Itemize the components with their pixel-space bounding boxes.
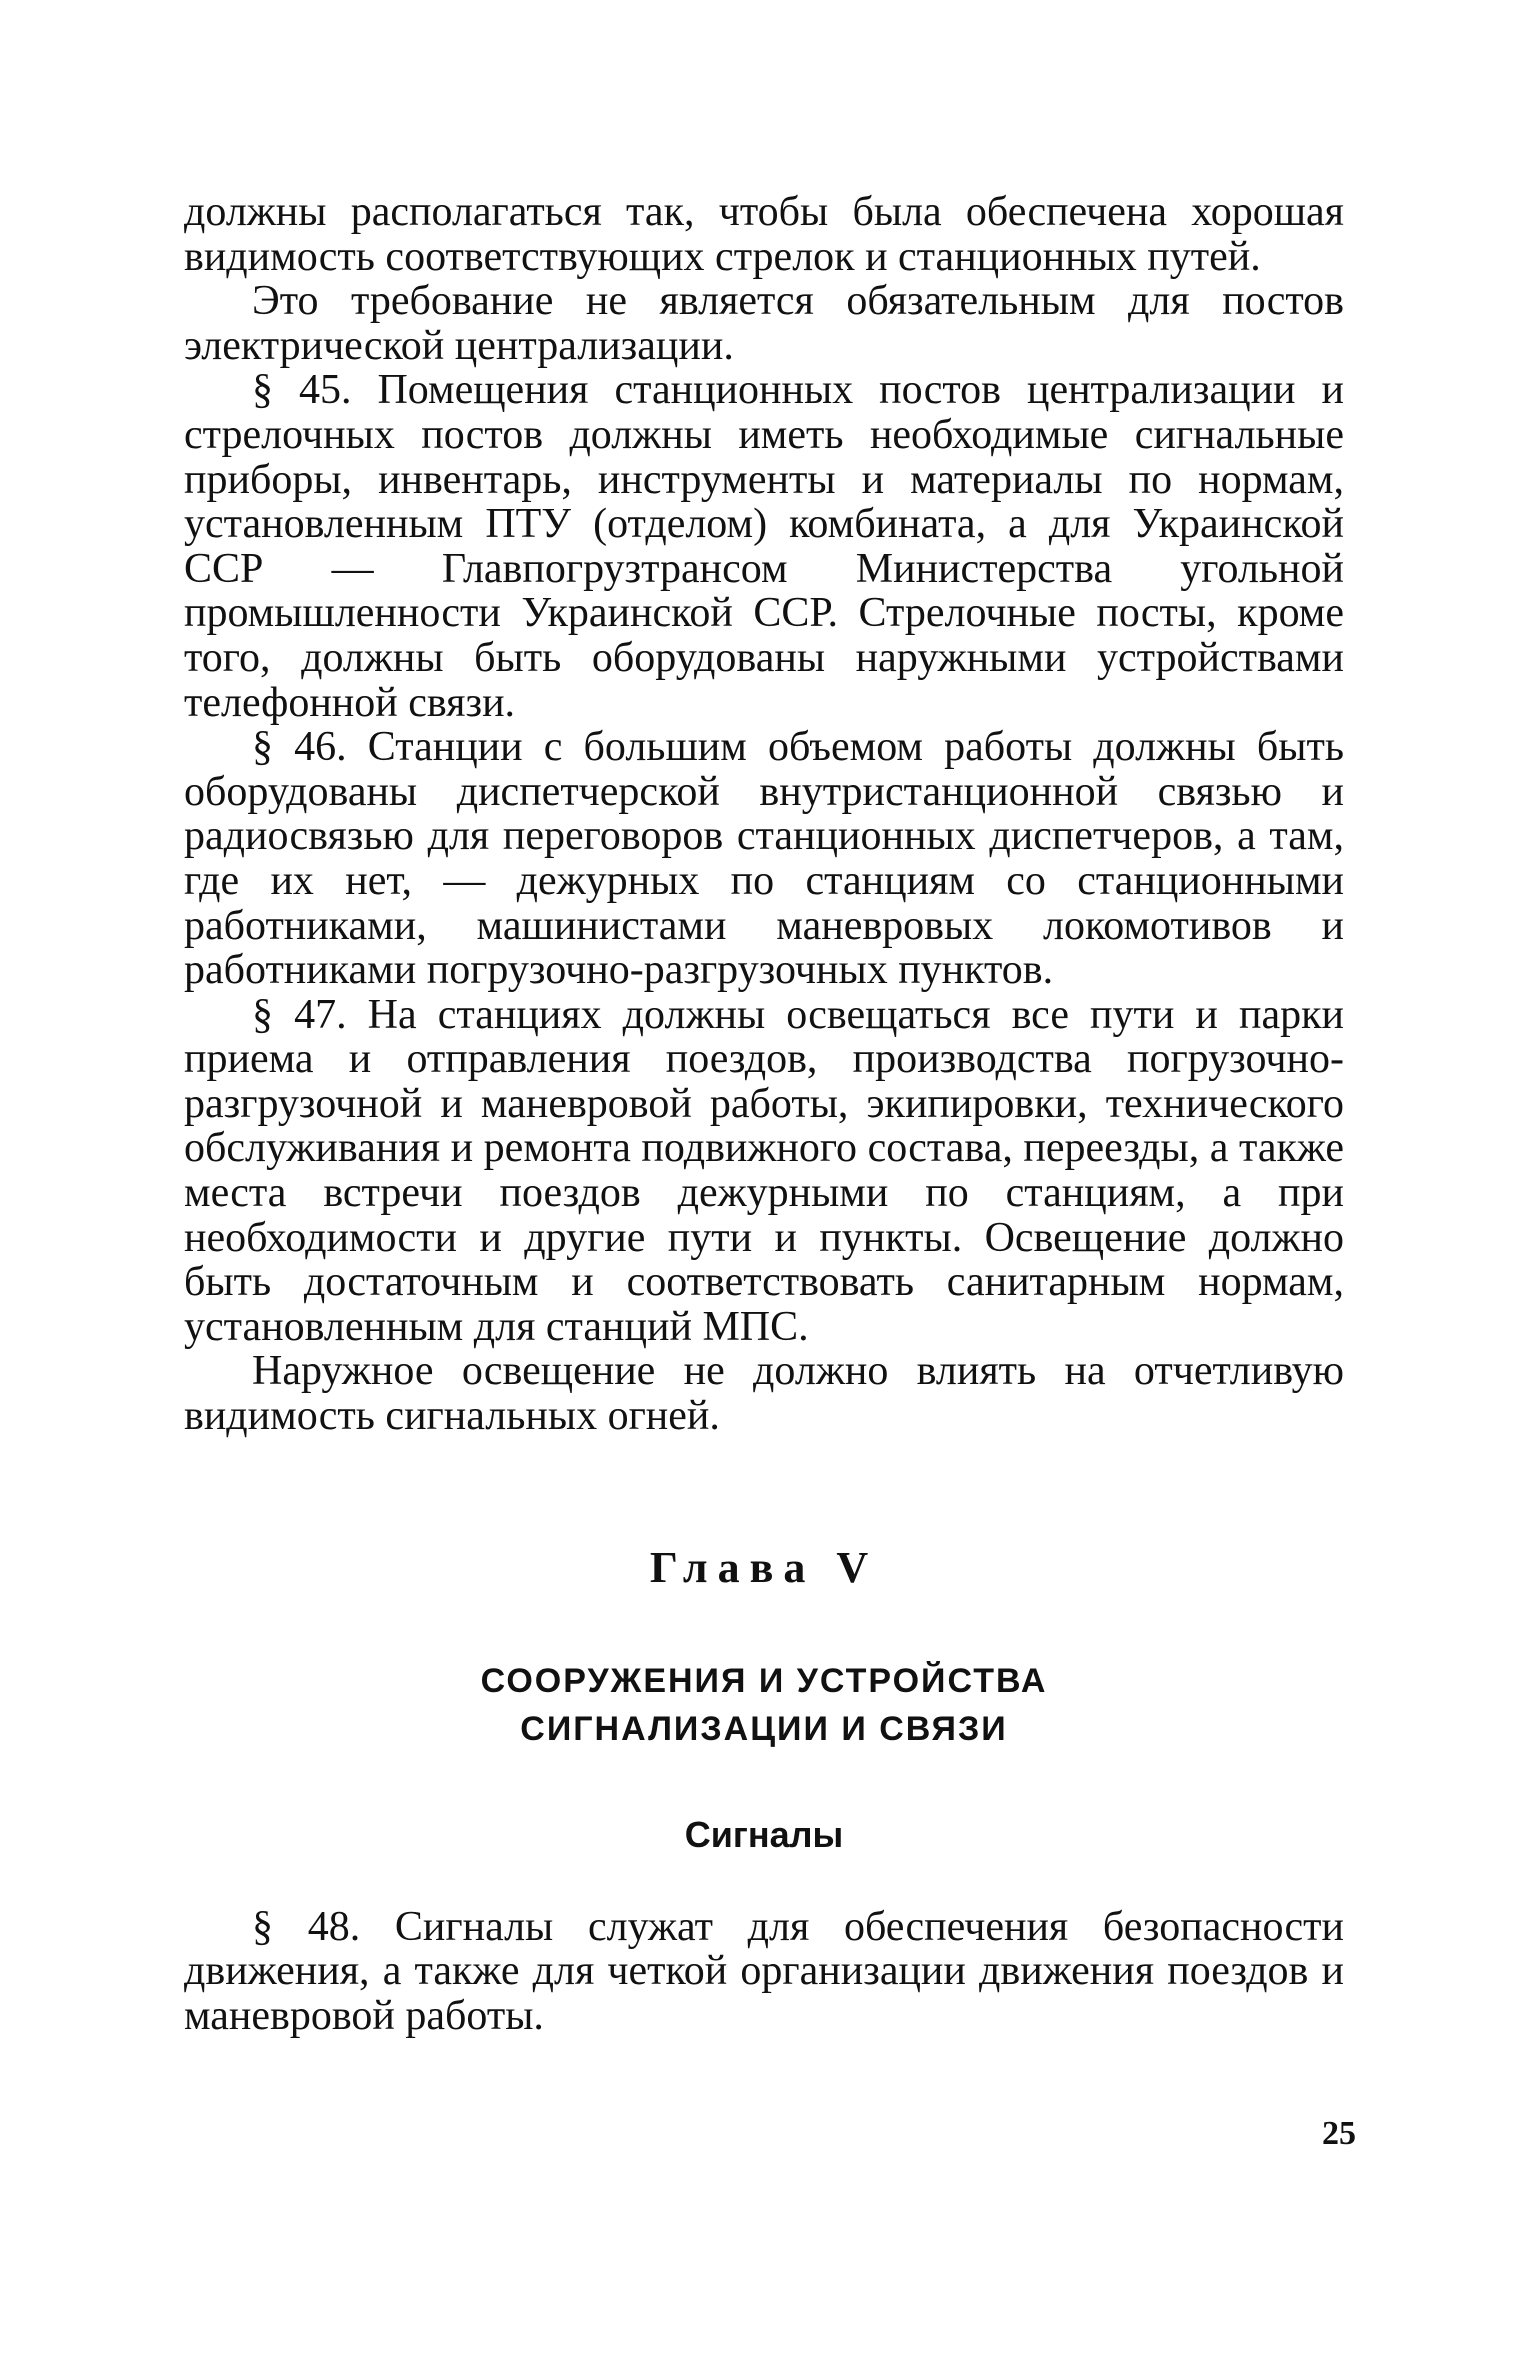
paragraph-section-47: § 47. На станциях должны освещаться все пути и парки приема и отправления поездов, производства погрузочно-разгрузочной и маневровой работы, экипировки, технического обслуживания и ремонта подвижного состава, переезды, а также места встречи поездов дежурными по станциям, а при необходимости и другие пути и пункты. Освещение должно быть достаточным и соответствовать санитарным нормам, установленным для станций МПС. — [184, 991, 1344, 1350]
chapter-title-line-1: СООРУЖЕНИЯ И УСТРОЙСТВА — [480, 1661, 1048, 1700]
chapter-title — [184, 1657, 1344, 1753]
chapter-title-line-2: СИГНАЛИЗАЦИИ И СВЯЗИ — [520, 1709, 1008, 1748]
page-number: 25 — [1322, 2115, 1356, 2152]
chapter-label: Глава V — [649, 1542, 879, 1592]
paragraph-section-45: § 45. Помещения станционных постов централизации и стрелочных постов должны иметь необходимые сигнальные приборы, инвентарь, инструменты и материалы по нормам, установленным ПТУ (отделом) комбината, а для Украинской ССР — Главпогрузтрансом Министерства угольной промышленности Украинской ССР. Стрелочные посты, кроме того, должны быть оборудованы наружными устройствами телефонной связи. — [184, 367, 1344, 726]
document-page — [184, 190, 1344, 2038]
paragraph-continuation: должны располагаться так, чтобы была обеспечена хорошая видимость соответствующих стрелок и станционных путей. — [184, 189, 1344, 280]
paragraph-section-46: § 46. Станции с большим объемом работы должны быть оборудованы диспетчерской внутристанционной связью и радиосвязью для переговоров станционных диспетчеров, а там, где их нет, — дежурных по станциям со станционными работниками, машинистами маневровых локомотивов и работниками погрузочно-разгрузочных пунктов. — [184, 724, 1344, 994]
paragraph-lighting-note: Наружное освещение не должно влиять на отчетливую видимость сигнальных огней. — [184, 1348, 1344, 1440]
paragraph-requirement-note: Это требование не является обязательным для постов электрической централизации. — [184, 278, 1344, 369]
paragraph-section-48: § 48. Сигналы служат для обеспечения безопасности движения, а также для четкой организации движения поездов и маневровой работы. — [184, 1903, 1344, 2039]
section-subtitle: Сигналы — [684, 1813, 844, 1855]
chapter-spacer — [184, 1439, 1344, 1543]
